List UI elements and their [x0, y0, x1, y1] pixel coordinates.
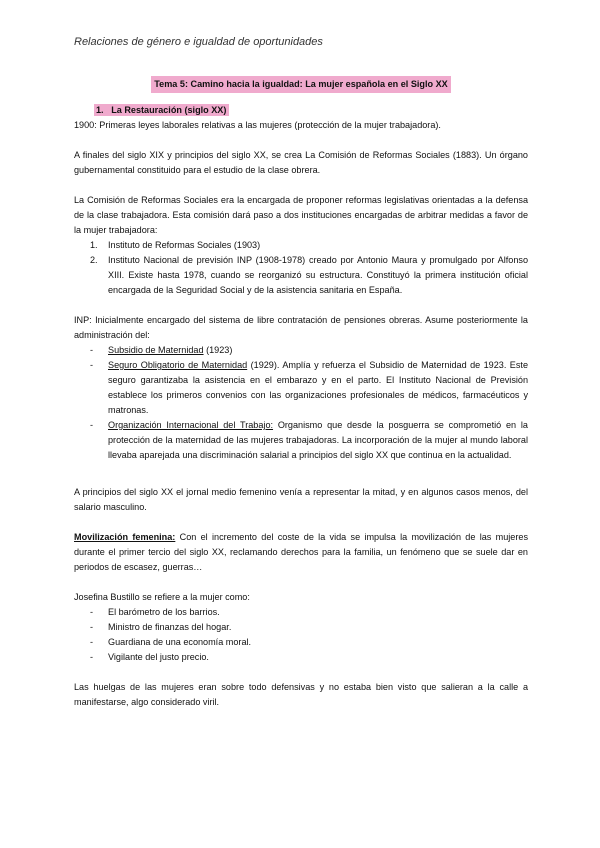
document-body	[74, 76, 528, 710]
section-title: La Restauración (siglo XX)	[111, 105, 227, 115]
list-item: - Seguro Obligatorio de Maternidad (1929). Amplía y refuerza el Subsidio de Maternidad de 1923. Este seguro garantizaba la asistencia en el embarazo y en el parto. El Instituto Nacional de Previsión establece los primeros convenios con las organizaciones profesionales de médicos, farmacéuticos y matronas.	[90, 360, 528, 415]
underlined-term: Subsidio de Maternidad	[108, 345, 204, 355]
list-item: - El barómetro de los barrios.	[90, 607, 220, 617]
list-item: - Subsidio de Maternidad (1923)	[90, 345, 233, 355]
paragraph-movilizacion: Movilización femenina: Con el incremento del coste de la vida se impulsa la movilización de las mujeres durante el primer tercio del siglo XX, reclamando derechos para la familia, un fenómeno que se suele dar en periodos de escasez, guerras…	[74, 532, 528, 572]
list-item: - Ministro de finanzas del hogar.	[90, 622, 232, 632]
paragraph-huelgas: Las huelgas de las mujeres eran sobre todo defensivas y no estaba bien visto que salieran a la calle a manifestarse, algo considerado viril.	[74, 682, 528, 707]
paragraph-jornal: A principios del siglo XX el jornal medio femenino venía a representar la mitad, y en algunos casos menos, del salario masculino.	[74, 487, 528, 512]
paragraph-reformas: A finales del siglo XIX y principios del siglo XX, se crea La Comisión de Reformas Sociales (1883). Un órgano gubernamental constituido para el estudio de la clase obrera.	[74, 150, 528, 175]
paragraph-comision: La Comisión de Reformas Sociales era la encargada de proponer reformas legislativas orientadas a la defensa de la clase trabajadora. Esta comisión dará paso a dos instituciones encargadas de arbitrar medidas a favor de la mujer trabajadora:	[74, 195, 528, 235]
paragraph-inp: INP: Inicialmente encargado del sistema de libre contratación de pensiones obreras. Asume posteriormente la administración del:	[74, 315, 528, 340]
document-title: Tema 5: Camino hacia la igualdad: La mujer española en el Siglo XX	[151, 76, 450, 93]
institutions-list	[74, 238, 528, 298]
list-item: 2. Instituto Nacional de previsión INP (1908-1978) creado por Antonio Maura y promulgado por Alfonso XIII. Existe hasta 1978, cuando se reorganizó su estructura. Constituyó la primera institución oficial encargada de la Seguridad Social y de la asistencia sanitaria en España.	[90, 255, 528, 295]
underlined-term: Movilización femenina:	[74, 532, 176, 542]
paragraph-bustillo: Josefina Bustillo se refiere a la mujer como:	[74, 592, 250, 602]
underlined-term: Organización Internacional del Trabajo:	[108, 420, 274, 430]
section-heading	[94, 103, 528, 118]
section-heading-highlight	[94, 104, 229, 116]
running-header: Relaciones de género e igualdad de oportunidades	[74, 36, 323, 48]
bustillo-list	[74, 605, 528, 665]
underlined-term: Seguro Obligatorio de Maternidad	[108, 360, 248, 370]
section-number: 1.	[96, 105, 104, 115]
title-wrap	[74, 76, 528, 93]
list-item: - Guardiana de una economía moral.	[90, 637, 252, 647]
paragraph-1900: 1900: Primeras leyes laborales relativas a las mujeres (protección de la mujer trabajadora).	[74, 120, 441, 130]
list-item: 1. Instituto de Reformas Sociales (1903)	[90, 240, 261, 250]
list-item: - Organización Internacional del Trabajo: Organismo que desde la posguerra se comprometió en la protección de la maternidad de las mujeres trabajadoras. La incorporación de la mujer al mundo laboral llevaba aparejada una discriminación salarial a principios del siglo XX que continua en la actualidad.	[90, 420, 528, 460]
inp-items-list	[74, 343, 528, 463]
list-item: - Vigilante del justo precio.	[90, 652, 209, 662]
